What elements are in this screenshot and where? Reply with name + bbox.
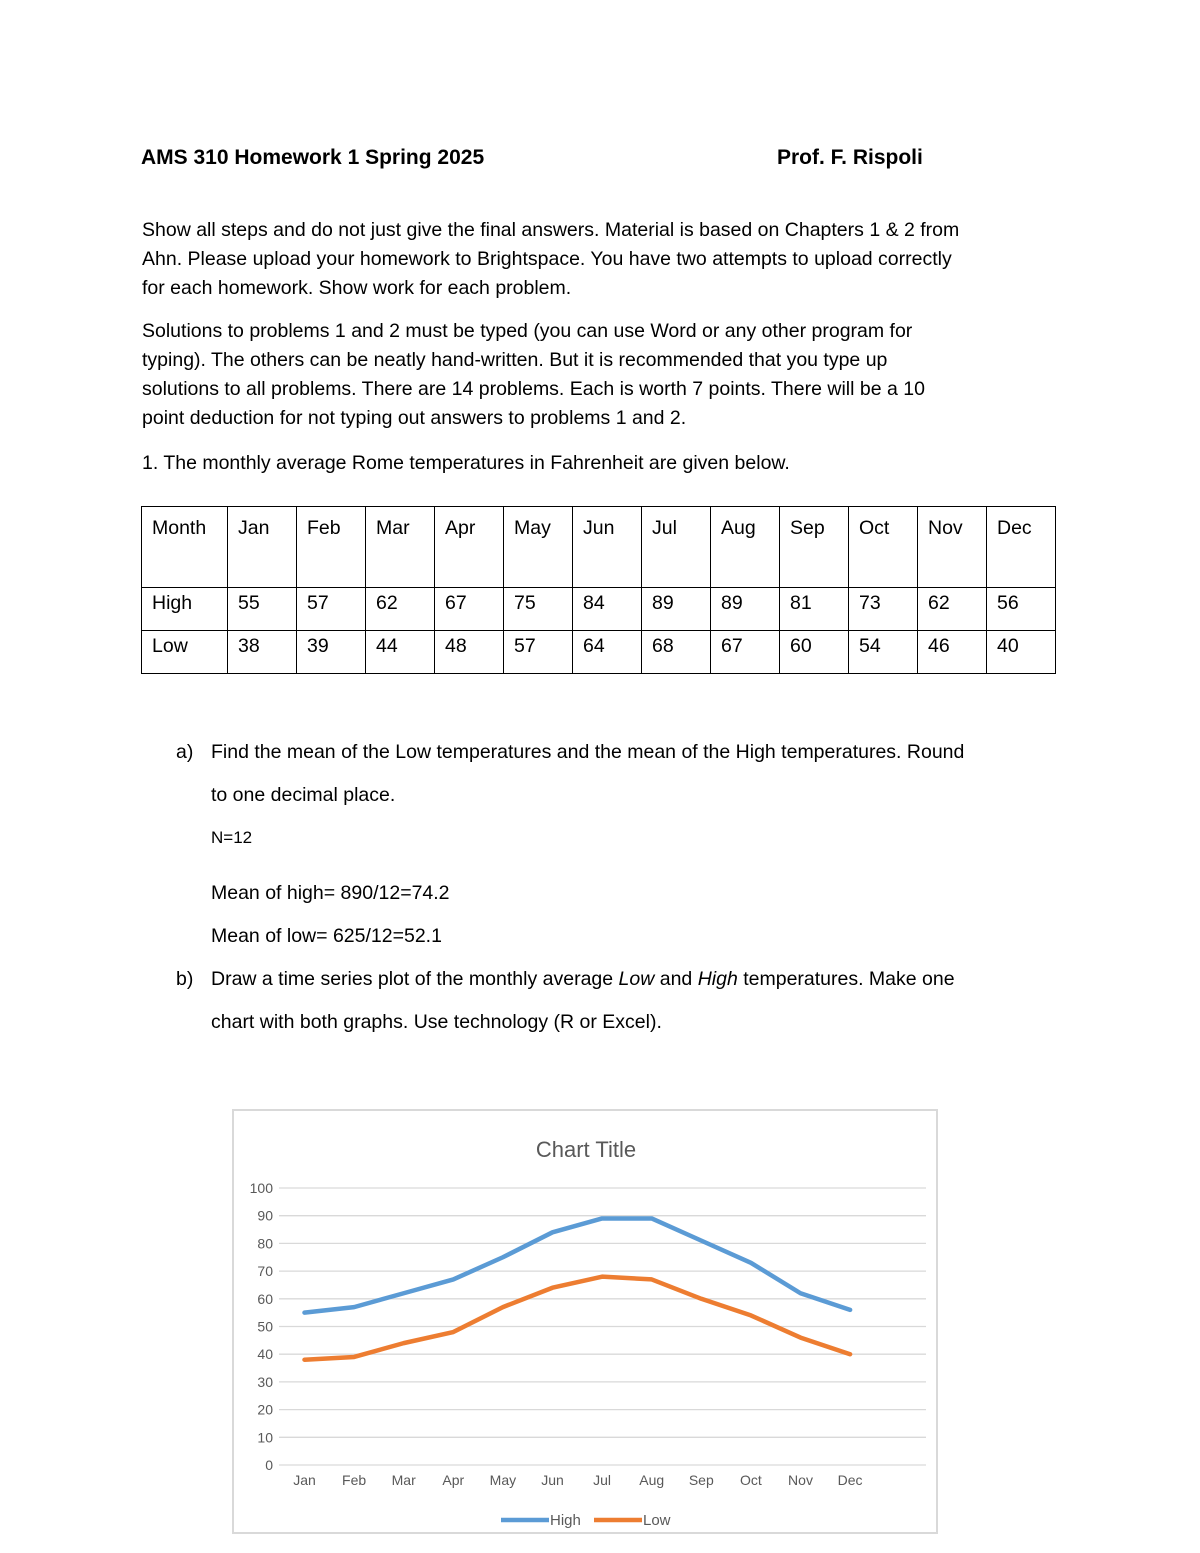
y-tick-label: 80 [257,1235,273,1252]
x-tick-label: Feb [342,1472,367,1488]
table-cell: 44 [366,631,435,674]
table-cell: Aug [711,507,780,588]
y-tick-label: 70 [257,1263,273,1280]
table-cell: Nov [918,507,987,588]
x-tick-label: Jul [593,1472,612,1488]
table-cell: 57 [297,588,366,631]
table-cell: 60 [780,631,849,674]
table-cell: 46 [918,631,987,674]
table-cell: 62 [918,588,987,631]
table-cell: 89 [642,588,711,631]
legend-label-low: Low [643,1512,671,1529]
instructor-name: Prof. F. Rispoli [777,146,923,169]
table-cell: Mar [366,507,435,588]
table-cell: 89 [711,588,780,631]
y-tick-label: 0 [265,1457,273,1473]
mean-low-answer: Mean of low= 625/12=52.1 [211,925,442,947]
table-cell: 68 [642,631,711,674]
x-tick-label: Jan [293,1472,316,1488]
table-cell: Feb [297,507,366,588]
part-b-label: b) [176,968,194,990]
y-tick-label: 20 [257,1401,273,1418]
table-cell: 84 [573,588,642,631]
y-tick-label: 10 [257,1429,273,1446]
table-cell: 40 [987,631,1056,674]
part-a-question-line1: Find the mean of the Low temperatures and the mean of the High temperatures. Round [211,741,965,763]
table-cell: Month [142,507,228,588]
table-cell: 54 [849,631,918,674]
table-cell: 62 [366,588,435,631]
x-tick-label: Jun [541,1472,564,1488]
part-a-label: a) [176,741,194,763]
table-cell: 75 [504,588,573,631]
series-line-low [305,1277,851,1360]
y-tick-label: 30 [257,1373,273,1390]
x-tick-label: Mar [391,1472,416,1488]
instructions-paragraph: Show all steps and do not just give the final answers. Material is based on Chapters 1 & 2 from Ahn. Please upload your homework to Brightspace. You have two attempts to upload correctly for each homework. Show work for each problem. [142,219,960,299]
table-cell: 38 [228,631,297,674]
part-a-sample-size: N=12 [211,828,253,847]
table-cell: 67 [711,631,780,674]
table-cell: 81 [780,588,849,631]
y-tick-label: 100 [249,1180,273,1196]
part-b-question-line1: Draw a time series plot of the monthly average Low and High temperatures. Make one [211,968,955,990]
temperature-line-chart [232,1109,938,1534]
x-tick-label: May [489,1472,517,1488]
x-tick-label: Oct [740,1472,762,1488]
problem-1-statement: 1. The monthly average Rome temperatures in Fahrenheit are given below. [142,452,790,474]
table-cell: Low [142,631,228,674]
table-cell: 57 [504,631,573,674]
x-tick-label: Nov [788,1472,813,1488]
chart-title: Chart Title [535,1137,637,1162]
x-tick-label: Sep [688,1472,714,1488]
table-row [142,631,1056,674]
x-tick-label: Apr [442,1472,465,1488]
table-cell: May [504,507,573,588]
typing-requirements-paragraph: Solutions to problems 1 and 2 must be typed (you can use Word or any other program for typing). The others can be neatly hand-written. But it is recommended that you type up solutions to all problems. There are 14 problems. Each is worth 7 points. There will be a 10 point deduction for not typing out answers to problems 1 and 2. [142,320,925,429]
table-cell: Apr [435,507,504,588]
table-header-row [142,507,1056,588]
chart-svg [234,1111,936,1532]
part-b-question-line2: chart with both graphs. Use technology (R or Excel). [211,1011,662,1033]
temperature-table [141,506,1056,674]
table-cell: High [142,588,228,631]
table-cell: 55 [228,588,297,631]
x-tick-label: Dec [837,1472,863,1488]
legend-label-high: High [550,1512,581,1529]
table-cell: 48 [435,631,504,674]
table-cell: Jan [228,507,297,588]
y-tick-label: 40 [257,1346,273,1363]
y-tick-label: 60 [257,1290,273,1307]
table-cell: Jul [642,507,711,588]
mean-high-answer: Mean of high= 890/12=74.2 [211,882,450,904]
y-tick-label: 90 [257,1207,273,1224]
table-cell: 73 [849,588,918,631]
part-a-question-line2: to one decimal place. [211,784,396,806]
table-cell: Dec [987,507,1056,588]
table-cell: Sep [780,507,849,588]
table-cell: 67 [435,588,504,631]
x-tick-label: Aug [639,1472,665,1488]
page-title: AMS 310 Homework 1 Spring 2025 [141,146,485,169]
table-cell: Jun [573,507,642,588]
table-cell: 64 [573,631,642,674]
table-cell: 39 [297,631,366,674]
table-row [142,588,1056,631]
y-tick-label: 50 [257,1318,273,1335]
table-cell: 56 [987,588,1056,631]
table-cell: Oct [849,507,918,588]
